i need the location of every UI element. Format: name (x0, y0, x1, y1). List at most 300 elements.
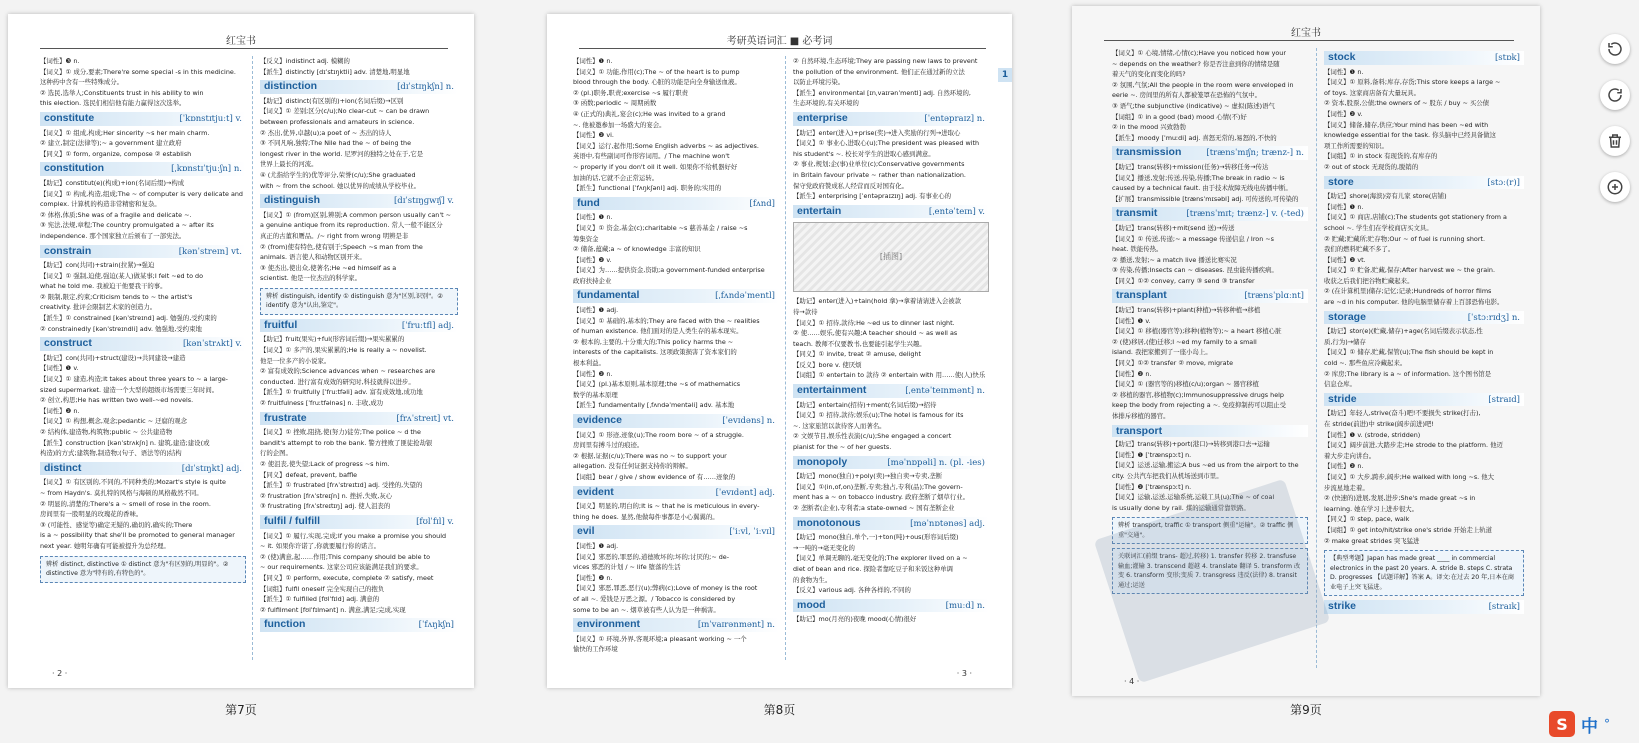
headword-phonetic: [ˈentəpraɪz] n. (924, 113, 985, 124)
left-column (573, 56, 779, 660)
sogou-logo-icon[interactable]: S (1549, 711, 1575, 737)
definition-line: 【词义】① 组成,构成;Her sincerity ~s her main charm. (40, 128, 210, 137)
definition-line: 【词性】❶ n. (1324, 67, 1364, 76)
definition-line: 【词义】运送,运输,搬运;A bus ~ed us from the airport to the (1112, 461, 1299, 470)
definition-line: ② 限制,限定,约束;Criticism tends to ~ the artist's (40, 292, 193, 301)
definition-line: 数学的基本原理 (573, 390, 618, 399)
definition-line: ~ our requirements. 这家公司应该能满足我们的要求。 (260, 563, 423, 572)
headword (793, 384, 989, 398)
right-column (1324, 48, 1524, 668)
headword-term: distinct (44, 461, 82, 474)
definition-line: 【词义】① 储存,贮藏,保管(u);The fish should be kept in (1324, 348, 1494, 357)
headword (573, 525, 779, 539)
definition-line: a genuine antique from its reproduction. 常人一般不能区分 (260, 221, 443, 230)
definition-line: ② constrainedly [kənˈstreɪndli] adv. 勉强地,受约束地 (40, 324, 202, 333)
headword-term: strike (1328, 600, 1357, 613)
definition-line: 世界上最长的河流。 (260, 160, 318, 169)
headword-phonetic: [dɪˈstɪŋɡwɪʃ] v. (393, 196, 454, 207)
definition-line: 【词义】① 形迹,迹象(u);The room bore ~ of a struggle. (573, 430, 744, 439)
headword-phonetic: [ˈevɪdəns] n. (722, 416, 775, 426)
headword-term: frustrate (264, 411, 307, 424)
definition-line: vices 邪恶的计划 / ~ life 堕落的生活 (573, 563, 681, 572)
headword (260, 412, 458, 426)
definition-line: 【助记】con(共同)+struct(建设)→共同建设→建造 (40, 353, 186, 362)
definition-line: ② 明显的,清楚的;There's a ~ smell of rose in the room. (40, 499, 211, 508)
headword-phonetic: [fʌnd] (749, 198, 775, 209)
definition-line: 【同义】defeat, prevent, baffle (260, 470, 358, 479)
trash-icon (1606, 132, 1624, 150)
definition-line: 根本利益。 (573, 359, 605, 368)
definition-line: 【同义】① step, pace, walk (1324, 515, 1410, 524)
definition-line: ② 使……娱乐,使有兴趣;A teacher should ~ as well as (793, 329, 958, 338)
headword (260, 618, 458, 632)
definition-line: 【词义】① 构想,概念,观念;pedantic ~ 迂腐的观念 (40, 417, 188, 426)
definition-line: ~ from Haydn's. 莫扎特的风格与海顿的风格截然不同。 (40, 488, 203, 497)
headword-term: construct (44, 337, 92, 350)
definition-line: 【助记】fruit(果实)+ful(形容词后缀)→果实累累的 (260, 335, 405, 344)
illustration: [插图] (793, 222, 989, 292)
headword-term: enterprise (797, 111, 848, 124)
definition-line: 【扩展】transmissible [trænsˈmɪsəbl] adj. 可传送的,可传染的 (1112, 194, 1299, 203)
headword-term: transplant (1116, 289, 1167, 302)
headword-phonetic: [dɪˈstɪŋkʃn] n. (397, 82, 454, 93)
definition-line: ② fruitfulness [ˈfruːtfəlnəs] n. 丰收,成功 (260, 399, 384, 408)
headword-term: distinction (264, 80, 318, 93)
definition-line: of toys. 这家商店备有大量玩具。 (1324, 88, 1421, 97)
definition-line: 【助记】constitut(e)(构成)+ion(名词后缀)→构成 (40, 178, 185, 187)
definition-line: sized supermarket. 建造一个大型的超级市场需要三年时间。 (40, 385, 219, 394)
definition-line: 【词性】❶ n. (1324, 202, 1364, 211)
column-divider (785, 56, 786, 660)
header-rule (579, 48, 986, 49)
definition-line: 【词性】❶ n. (573, 57, 613, 65)
definition-line: 体排斥移植的器官。 (1112, 412, 1170, 420)
definition-line: ② 移植的器官,移植物(c);Immunosuppressive drugs help (1112, 390, 1284, 399)
definition-line: are ~d in his computer. 他的电脑里储存着上百部恐怖电影。 (1324, 298, 1504, 307)
definition-line: 【派生】① frustrated [frʌˈstreɪtɪd] adj. 受挫的,失望的 (260, 481, 423, 490)
definition-line: 【词性】❷ [ˈtrænspɔːt] n. (1112, 482, 1192, 491)
add-page-button[interactable] (1600, 172, 1630, 202)
definition-line: eerie ~. 房间里的所有人都被笼罩在恐怖的气氛中。 (1112, 91, 1262, 100)
definition-line: is usually done by rail. 煤的运输通常靠铁路。 (1112, 503, 1250, 512)
column-divider (1316, 48, 1317, 668)
definition-line: ② 库房;The library is a ~ of information. 这个图书馆是 (1324, 369, 1492, 378)
headword-term: fundamental (577, 289, 640, 302)
note-box: 辨析 distinguish, identify ① distinguish 意为"区别,识别"。② identify 意为"认出,鉴定"。 (260, 288, 458, 315)
definition-line: 信息仓库。 (1324, 380, 1356, 389)
definition-line: 【助记】trans(转移)+port(港口)→转移到港口去→运输 (1112, 440, 1270, 449)
page-toolbar (1600, 34, 1634, 218)
headword-term: stock (1328, 51, 1356, 63)
definition-line: ③ 传染,传播;Insects can ~ diseases. 昆虫能传播疾病。 (1112, 266, 1278, 275)
definition-line: 【同义】① invite, treat ② amuse, delight (793, 350, 922, 359)
headword (260, 194, 458, 208)
definition-line: ② 根本的,主要的,十分重大的;This policy harms the ~ (573, 337, 734, 346)
headword (1112, 289, 1308, 303)
definition-line: 房间里有搏斗过的痕迹。 (573, 441, 644, 450)
headword-term: fulfil / fulfill (264, 514, 320, 527)
definition-line: 【助记】distinct(有区别的)+ion(名词后缀)→区别 (260, 96, 404, 105)
definition-line: 【词性】❷ n. (1112, 369, 1152, 378)
definition-line: 【助记】stor(e)(贮藏,储存)+age(名词后缀表示状态,性 (1324, 327, 1483, 336)
definition-line: 【同义】①② convey, carry ③ send ③ transfer (1112, 276, 1255, 285)
definition-line: ② (使)满意,起……作用;This company should be able to (260, 552, 430, 561)
definition-line: 加油的话,它就不会正常运转。 (573, 173, 659, 182)
definition-line: scientist. 他是一位杰出的科学家。 (260, 274, 362, 283)
definition-line: complex. 计算机的构造非常精密和复杂。 (40, 200, 161, 209)
definition-line: island. 我把家搬到了一座小岛上。 (1112, 348, 1212, 357)
headword-phonetic: [ˌkɒnstɪˈtjuːʃn] n. (171, 164, 242, 175)
definition-line: allegation. 没有任何证据支持你的辩解。 (573, 462, 692, 471)
definition-line: 【词组】fulfil oneself 完全实现自己的抱负 (260, 584, 385, 593)
headword-phonetic: [frʌˈstreɪt] vt. (396, 413, 454, 424)
page-7[interactable] (8, 14, 474, 688)
rotate-right-button[interactable] (1600, 80, 1630, 110)
page-number: · 3 · (956, 669, 972, 678)
definition-line: 【助记】mono(独自)+poly(卖)→独自卖→专卖,垄断 (793, 472, 943, 481)
definition-line: 【词组】① get into/hit/strike one's stride 开始走上轨道 (1324, 525, 1493, 534)
definition-line: 【词义】① (from)区别,辨别;A common person usually can't ~ (260, 210, 451, 219)
rotate-left-icon (1606, 40, 1624, 58)
definition-line: 【词义】储备,储存,供应;Your mind has been ~ed with (1324, 120, 1489, 129)
headword-phonetic: [dɪˈstɪŋkt] adj. (181, 463, 242, 474)
headword-term: monotonous (797, 516, 861, 529)
headword (573, 618, 779, 632)
definition-line: ② 自然环境,生态环境;They are passing new laws to prevent (793, 57, 978, 65)
definition-line: keep the body from rejecting a ~. 免疫抑制药可以阻止受 (1112, 401, 1287, 410)
ime-punctuation-mode[interactable]: ° (1604, 717, 1610, 731)
definition-line: 【词性】❷ n. (1324, 462, 1364, 471)
definition-line: 【词性】❷ n. (573, 369, 613, 378)
headword-phonetic: [ˈevɪdənt] adj. (715, 487, 775, 498)
header-rule (40, 48, 448, 49)
definition-line: 【词义】① 心境,情绪,心情(c);Have you noticed how your (1112, 49, 1286, 57)
page-label-9: 第9页 (1290, 703, 1322, 717)
definition-line: 收获之后我们把谷物贮藏起来。 (1324, 276, 1414, 285)
definition-line: ③ 函数;periodic ~ 周期函数 (573, 99, 657, 108)
note-box: 辨析 transport, traffic ① transport 侧重"运输"。② traffic 侧重"交通"。 (1112, 517, 1308, 544)
definition-line: 【派生】① fruitfully [ˈfruːtfəli] adv. 富有成效地,成功地 (260, 388, 423, 397)
headword-phonetic: [ˈfʌŋkʃn] (418, 620, 454, 631)
definition-line: 【助记】enter(进入)+tain(hold 拿)→拿着请请进入会被款 (793, 297, 962, 306)
headword (1324, 51, 1524, 65)
headword-phonetic: [straɪd] (1488, 394, 1520, 405)
headword (40, 112, 246, 126)
headword (260, 319, 458, 333)
definition-line: 【词性】❶ v. (40, 364, 79, 373)
definition-line: ③ (可能性、感觉等)确定无疑的,确切的,确实的;There (40, 520, 193, 529)
plus-circle-icon (1606, 178, 1624, 196)
definition-line: creativity. 批评会限制艺术家的创造力。 (40, 303, 157, 312)
definition-line: 【派生】① constrained [kənˈstreɪnd] adj. 勉强的,受约束的 (40, 314, 217, 323)
definition-line: 质,行为)→储存 (1324, 337, 1366, 346)
definition-line: diet of bean and rice. 探险者靠吃豆子和米饭这种单调 (793, 564, 953, 573)
definition-line: ② (from)使有特色,使有别于;Speech ~s man from the (260, 242, 423, 251)
headword-phonetic: [ˌentəˈteɪn] v. (928, 206, 985, 217)
headword-phonetic: [stɒk] (1494, 53, 1520, 63)
definition-line: 【词性】❶ n. (573, 213, 613, 222)
headword (573, 197, 779, 211)
definition-line: teach. 教师不仅要教书,也要能引起学生兴趣。 (793, 339, 926, 348)
definition-line: 【词义】①(in,of,on)垄断,专卖;独占,专利(品);The govern- (793, 482, 963, 491)
definition-line: 着大步走向讲台。 (1324, 451, 1376, 460)
headword (260, 515, 458, 529)
definition-line: 真正的古董和赝品。/~ right from wrong 明辨是非 (260, 231, 409, 240)
headword (1324, 393, 1524, 407)
definition-line: 筹集资金 (573, 234, 599, 243)
definition-line: 【词组】① in a good (bad) mood 心情(不)好 (1112, 112, 1247, 121)
definition-line: 【助记】trans(转移)+plant(种植)→转移种植→移植 (1112, 306, 1261, 315)
definition-line: his student's ~. 校长对学生的进取心感到满意。 (793, 149, 935, 158)
definition-line: longest river in the world. 尼罗河的独特之处在于,它是 (260, 149, 424, 158)
definition-line: ③ 不同凡响,独特;The Nile had the ~ of being the (260, 139, 412, 148)
headword-term: constitute (44, 111, 95, 124)
definition-line: some to be an ~. 烟草被有些人认为是一种祸害。 (573, 605, 720, 614)
headword (573, 486, 779, 500)
definition-line: 【同义】①② transfer ② move, migrate (1112, 359, 1234, 368)
definition-line: ② (pl.)职务,职责;exercise ~s 履行职责 (573, 88, 689, 97)
page-8[interactable] (547, 14, 1012, 688)
definition-line: ③ 使杰出,使出众,使著名;He ~ed himself as a (260, 263, 397, 272)
right-column (793, 56, 989, 660)
definition-line: 【词义】阔步前进,大踏步走;He strode to the platform. 他迈 (1324, 441, 1503, 450)
definition-line: 【派生】moody [ˈmuːdi] adj. 喜怒无常的,易怒的,不快的 (1112, 133, 1277, 142)
definition-line: 房间里有一股明显的玫瑰花的香味。 (40, 510, 143, 519)
headword-phonetic: [straɪk] (1488, 602, 1520, 613)
headword-term: storage (1328, 310, 1366, 323)
definition-line: 【词组】① entertain to 款待 ② entertain with 用……使(人)快乐 (793, 371, 986, 380)
definition-line: 【词义】为……提供资金,资助;a government-funded enterprise (573, 266, 765, 275)
definition-line: 【反义】various adj. 各种各样的,不同的 (793, 586, 911, 595)
definition-line: knowledge essential for the task. 你头脑中已经具备做这 (1324, 131, 1497, 140)
definition-line: 【词性】❶ [ˈtrænspɔːt] n. (1112, 450, 1192, 459)
definition-line: ② (在计算机里)储存;记忆;记录;Hundreds of horror films (1324, 287, 1492, 296)
note-box: 辨析 distinct, distinctive ① distinct 意为"有区别的,明显的"。② distinctive 意为"特有的,有特色的"。 (40, 556, 246, 583)
definition-line: 保守党政府赞成私人经营而反对国有化。 (793, 181, 909, 190)
definition-line: ② 贮藏;贮藏所;贮存物;Our ~ of fuel is running short. (1324, 234, 1485, 243)
headword-term: evident (577, 485, 614, 498)
definition-line: 【词义】① 商店,店铺(c);The students got stationery from a (1324, 213, 1507, 222)
definition-line: 【词义】① 挫败,阻挠,使(努力)徒劳;The police ~ d the (260, 428, 421, 437)
definition-line: 【词义】① 功能,作用(c);The ~ of the heart is to pump (573, 67, 740, 76)
definition-line: 【词义】① 环境,外界,客观环境;a pleasant working ~ 一个 (573, 634, 747, 643)
definition-line: 着天气的变化而变化的吗? (1112, 70, 1186, 79)
definition-line: ② (快速的)进展,发展,进步;She's made great ~s in (1324, 494, 1476, 503)
headword (1112, 207, 1308, 221)
headword-term: entertainment (797, 384, 867, 397)
definition-line: ③ 语气;the subjunctive (indicative) ~ 虚拟(陈述)语气 (1112, 101, 1275, 110)
definition-line: 【词义】① 招待,款待;He ~ed us to dinner last night. (793, 318, 955, 327)
definition-line: of all ~. 爱钱是万恶之源。/ Tobacco is considered by (573, 594, 736, 603)
headword (40, 245, 246, 259)
definition-line: independence. 那个国家独立后颁布了一部宪法。 (40, 231, 186, 240)
headword-term: constitution (44, 162, 105, 175)
definition-line: 【词义】邪恶,罪恶,恶行(u);弊病(c);Love of money is the root (573, 584, 758, 593)
definition-line: 在 stride(前进)中 strike(阔步前进)吧! (1324, 420, 1434, 428)
definition-line: 【词义】① 招待,款待;娱乐(u);The hotel is famous for its (793, 411, 964, 420)
note-box: 【典型考题】Japan has made great ____ in commercial electronics in the past 20 years. A. stride B. steps C. strata D. progresses 【试题详解】答案 A。译文:在过去 20 年,日本在商业电子上突飞猛进。 (1324, 550, 1524, 596)
delete-button[interactable] (1600, 126, 1630, 156)
headword-phonetic: [ˌfʌndəˈmentl] (715, 291, 775, 302)
definition-line: 【词义】(pl.)基本原则,基本原理;the ~s of mathematics (573, 380, 741, 389)
headword (793, 517, 989, 531)
headword (40, 462, 246, 476)
definition-line: ④ (尤指给学生的)优等评分,荣誉(c/u);She graduated (260, 170, 416, 179)
definition-line: 【词义】① 基础的,基本的;They are faced with the ~ realities (573, 316, 760, 325)
headword-phonetic: [məˈnɒtənəs] adj. (910, 518, 985, 529)
definition-line: 【助记】trans(转移)+mission(任务)→转移任务→传达 (1112, 162, 1269, 171)
definition-line: 【助记】con(共同)+strain(拉紧)→强迫 (40, 261, 155, 270)
definition-line: is a ~ possibility that she'll be promoted to general manager (40, 531, 235, 540)
definition-line: 【词义】播送,发射;传送,传染,传播;The break in radio ~ is (1112, 173, 1285, 182)
definition-line: 【词性】❶ adj. (573, 306, 619, 315)
definition-line: 以防止环境污染。 (793, 78, 845, 87)
definition-line: 【词性】❷ n. (40, 406, 80, 415)
definition-line: 【词义】① 移植(器官等);移种(植物等);~ a heart 移植心脏 (1112, 327, 1282, 336)
definition-line: 【助记】mo(月亮的)夜晚 mood(心情)很好 (793, 615, 917, 624)
definition-line: ment has a ~ on tobacco industry. 政府垄断了烟草行业。 (793, 493, 969, 502)
headword (1324, 600, 1524, 614)
definition-line: next year. 她明年确有可能被提升为总经理。 (40, 541, 170, 550)
definition-line: 【词义】运输,运送,运输系统,运载工具(u);The ~ of coal (1112, 493, 1275, 502)
definition-line: ④ (正式的)典礼,宴会(c);He was invited to a grand (573, 109, 726, 118)
definition-line: bandit's attempt to rob the bank. 警方挫败了匪徒抢劫银 (260, 438, 433, 447)
definition-line: ③ frustrating [frʌˈstreɪtɪŋ] adj. 使人沮丧的 (260, 502, 391, 511)
definition-line: 【词义】① 原料,备料;库存,存货;This store keeps a large ~ (1324, 78, 1501, 87)
page-header: 考研英语词汇 ■ 必考词 (726, 36, 833, 47)
ime-language-mode[interactable]: 中 (1581, 716, 1598, 737)
definition-line: learning. 她在学习上进步很大。 (1324, 504, 1419, 513)
definition-line: conducted. 进行富有成效的研究时,科技就得以进步。 (260, 377, 415, 386)
headword-phonetic: [kənˈstrʌkt] v. (182, 339, 242, 350)
definition-line: 【词性】❷ vt. (1324, 255, 1366, 264)
definition-line: in Britain favour private ~ rather than nationalization. (793, 170, 966, 179)
definition-line: 【派生】functional [ˈfʌŋkʃənl] adj. 职务的;实用的 (573, 184, 722, 193)
headword-term: evil (577, 525, 595, 538)
definition-line: 我们的燃料贮藏不多了。 (1324, 245, 1395, 254)
headword-term: fruitful (264, 318, 298, 331)
definition-line: 构造)的方式;建筑物,制造物;(句子、语法等的)结构 (40, 449, 182, 458)
definition-line: ② 体格,体质;She was of a fragile and delicate ~. (40, 210, 192, 219)
definition-line: 【词义】① 有区别的,不同的,不同种类的;Mozart's style is quite (40, 478, 226, 487)
definition-line: 【助记】mono(独自,单个,一)+ton(吨)+ous(形容词后缀) (793, 533, 959, 542)
definition-line: 【助记】trans(转移)+mit(send 送)→传送 (1112, 223, 1235, 232)
page-header: 红宝书 (1291, 28, 1321, 39)
left-column (40, 56, 246, 660)
definition-line: 【词性】❷ v. (573, 255, 612, 264)
headword-term: evidence (577, 414, 622, 426)
definition-line: ② 事业,规划;企(事)业单位(c);Conservative governments (793, 160, 965, 169)
definition-line: animals. 语言使人和动物区别开来。 (260, 253, 366, 262)
ime-indicator[interactable] (1549, 711, 1635, 737)
headword-phonetic: [muːd] n. (945, 600, 985, 611)
definition-line: 【词组】bear / give / show evidence of 有……迹象的 (573, 472, 736, 481)
definition-line: 这种药中含有一些特殊成分。 (40, 78, 124, 87)
headword-phonetic: [ˈiːvl, ˈiːvɪl] (729, 527, 775, 538)
headword-phonetic: [trænsˈplɑːnt] (1244, 291, 1304, 302)
definition-line: 【词义】① 多产的,果实累累的;He is really a ~ novelist. (260, 346, 427, 355)
headword (793, 456, 989, 470)
definition-line: 【词性】❶ v. (1112, 316, 1151, 325)
definition-line: 愉快的工作环境 (573, 645, 618, 654)
definition-line: 待→款待 (793, 307, 818, 316)
definition-line: ② 氛围,气氛;All the people in the room were enveloped in (1112, 80, 1294, 89)
definition-line: 的食物为生。 (793, 575, 832, 584)
definition-line: 【词性】❷ vi. (573, 131, 614, 140)
definition-line: 【派生】construction [kənˈstrʌkʃn] n. 建筑,建造;建设(或 (40, 438, 210, 447)
headword-term: constrain (44, 244, 92, 257)
definition-line: 【派生】fundamentally [ˌfʌndəˈmentəli] adv. 基本地 (573, 401, 735, 410)
definition-line: 【反义】indistinct adj. 模糊的 (260, 57, 350, 65)
definition-line: 【词义】① 贮备,贮藏,保存;After harvest we ~ the grain. (1324, 266, 1495, 275)
definition-line: interests of the capitalists. 这项政策损害了资本家们的 (573, 348, 737, 357)
definition-line: 【词性】❶ adj. (573, 541, 619, 550)
definition-line: 【词义】① 成分,要素;There're some special -s in this medicine. (40, 67, 236, 76)
page-number: · 4 · (1124, 677, 1140, 686)
definition-line: of human existence. 他们面对的是人类生存的基本现实。 (573, 327, 743, 336)
definition-line: ② 储备,蕴藏;a ~ of knowledge 丰富的知识 (573, 245, 701, 254)
headword-phonetic: [kənˈstreɪn] vt. (178, 246, 242, 257)
headword-phonetic: [məˈnɒpəli] n. (pl. -ies) (887, 457, 985, 468)
definition-line: city. 公共汽车把我们从机场送到市里。 (1112, 471, 1223, 480)
definition-line: 【词性】❷ n. (573, 573, 613, 582)
page-number: · 2 · (52, 669, 68, 678)
definition-line: ② 结构体,建造物,构筑物;public ~ 公共建造物 (40, 428, 173, 436)
definition-line: cold ~. 那些鱼应冷藏起来。 (1324, 359, 1407, 368)
definition-line: 【助记】shore(海滨)旁有儿家 store(店铺) (1324, 192, 1447, 201)
headword-term: transmission (1116, 146, 1182, 159)
definition-line: 【词义】① 传送,传递;~ a message 传递信息 / Iron ~s (1112, 234, 1274, 243)
definition-line: caused by a technical fault. 由于技术故障无线电传播中断。 (1112, 184, 1292, 193)
definition-line: ② 根据,证据(c/u);There was no ~ to support your (573, 451, 727, 460)
headword-phonetic: [ˈkɒnstɪtjuːt] v. (179, 113, 242, 124)
definition-line: school ~. 学生们在学校商店买文具。 (1324, 223, 1433, 232)
definition-line: 他是一位多产的小说家。 (260, 356, 331, 365)
definition-line: ~. 他被邀参加一场盛大的宴会。 (573, 120, 666, 129)
definition-line: 政府扶持企业 (573, 276, 612, 285)
definition-line: 【词义】① 建造,构造;It takes about three years to ~ a large- (40, 375, 228, 384)
definition-line: 行的企图。 (260, 449, 292, 458)
definition-line: ② 选民,选举人;Constituents trust in his ability to win (40, 88, 204, 97)
headword-phonetic: [ˌentəˈteɪnmənt] n. (905, 386, 985, 397)
headword-term: environment (577, 618, 641, 631)
headword (793, 112, 989, 126)
definition-line: ② out of stock 无现货的,脱销的 (1324, 162, 1419, 171)
headword-phonetic: [ˈstɔːrɪdʒ] n. (1467, 312, 1520, 323)
headword-term: monopoly (797, 455, 848, 468)
headword-phonetic: [fʊlˈfɪl] v. (416, 516, 454, 527)
headword-term: distinguish (264, 194, 320, 207)
page-9[interactable] (1072, 6, 1540, 696)
definition-line: what he told me. 我被迫干他要我干的事。 (40, 282, 167, 291)
definition-line: ② in the mood 兴致勃勃 (1112, 123, 1186, 132)
headword (793, 599, 989, 613)
headword-term: mood (797, 598, 826, 611)
definition-line: ② frustration [frʌˈstreɪʃn] n. 挫折,失败,灰心 (260, 491, 393, 500)
definition-line: 【派生】distinctly [dɪˈstɪŋktli] adv. 清楚地,明显地 (260, 67, 410, 76)
definition-line: ② 富有成效的;Science advances when ~ researches are (260, 367, 436, 376)
column-divider (252, 56, 253, 660)
rotate-left-button[interactable] (1600, 34, 1630, 64)
definition-line: 【助记】entertain(招待)+ment(名词后缀)→招待 (793, 400, 937, 409)
definition-line: 【反义】bore v. 使厌烦 (793, 360, 862, 369)
definition-line: ~ properly if you don't oil it well. 如果你不给机器好好 (573, 162, 738, 171)
definition-line: →一吨的→毫无变化的 (793, 543, 855, 552)
definition-line: ② 资本,股票,公债;the owners of ~ 股东 / buy ~ 买公债 (1324, 99, 1489, 108)
headword-term: function (264, 618, 306, 631)
headword (793, 205, 989, 219)
definition-line: ② 建立,制定(法律等);~ a government 建立政府 (40, 139, 182, 148)
